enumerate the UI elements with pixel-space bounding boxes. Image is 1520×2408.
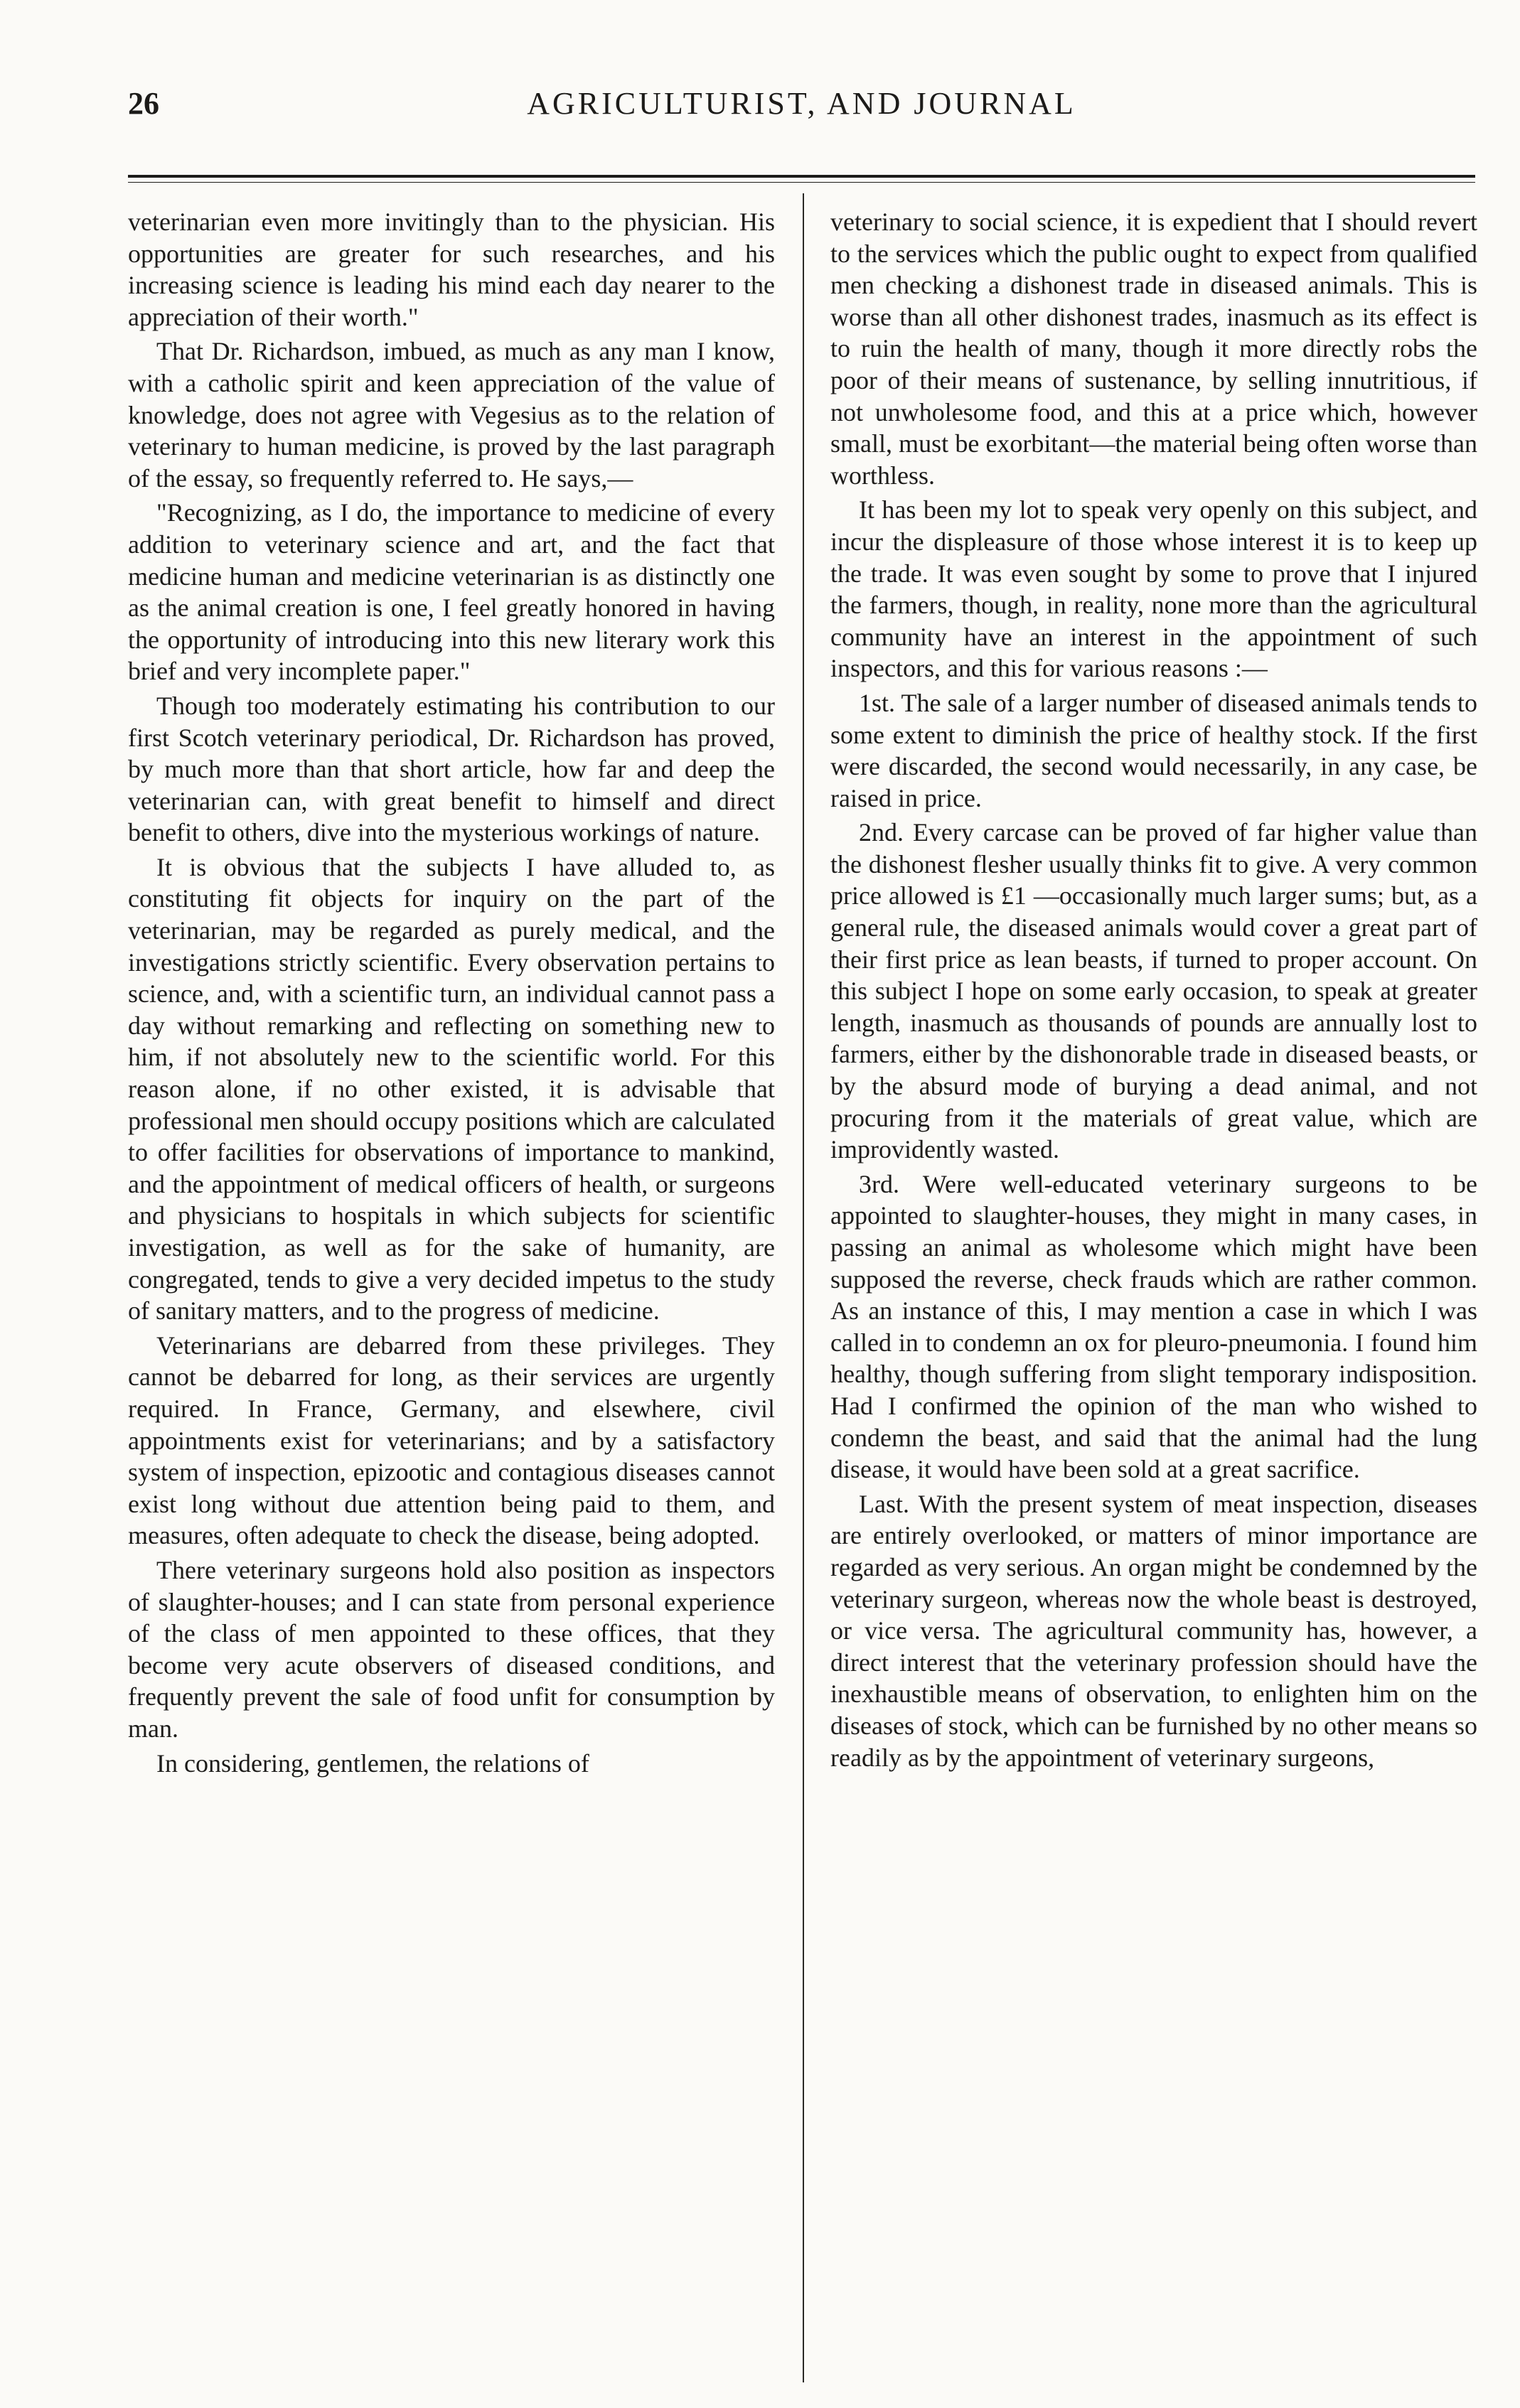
- header-rule-thick: [128, 175, 1475, 178]
- paragraph: veterinary to social science, it is expedient that I should revert to the services which the public ought to expect from qualified men checking a dishonest trade in diseased animals. This is worse than all other dishonest trades, inasmuch as its effect is to ruin the health of many, though it more directly robs the poor of their means of sustenance, by selling innutritious, if not unwholesome food, and this at a price which, however small, must be exorbitant—the material being often worse than worthless.: [830, 208, 1477, 490]
- page-number: 26: [128, 86, 159, 121]
- paragraph: There veterinary surgeons hold also position as inspectors of slaughter-houses; and I can state from personal experience of the class of men appointed to these offices, that they become very acute observers of diseased conditions, and frequently prevent the sale of food unfit for consumption by man.: [128, 1555, 775, 1743]
- running-title: AGRICULTURIST, AND JOURNAL: [527, 86, 1076, 121]
- paragraph: It is obvious that the subjects I have alluded to, as constituting fit objects for inquiry on the part of the veterinarian, may be regarded as purely medical, and the investigations strictly scientific. Every observation pertains to science, and, with a scientific turn, an individual cannot pass a day without remarking and reflecting on something new to him, if not absolutely new to the scientific world. For this reason alone, if no other existed, it is advisable that professional men should occupy positions which are calculated to offer facilities for observations of importance to mankind, and the appointment of medical officers of health, or surgeons and physicians to hospitals in which subjects for scientific investigation, as well as for the sake of humanity, are congregated, tends to give a very decided impetus to the study of sanitary matters, and to the progress of medicine.: [128, 852, 775, 1326]
- column-divider: [803, 193, 804, 2382]
- right-column: [830, 206, 1477, 2381]
- left-column: [128, 206, 775, 2381]
- quotation-paragraph: "Recognizing, as I do, the importance to medicine of every addition to veterinary science and art, and the fact that medicine human and medicine veterinarian is as distinctly one as the animal creation is one, I feel greatly honored in having the opportunity of introducing into this new literary work this brief and very incomplete paper.": [128, 498, 775, 686]
- list-item-paragraph: Last. With the present system of meat inspection, diseases are entirely overlooked, or matters of minor importance are regarded as very serious. An organ might be condemned by the veterinary surgeon, whereas now the whole beast is destroyed, or vice versa. The agricultural community has, however, a direct interest that the veterinary profession should have the inexhaustible means of observation, to enlighten him on the diseases of stock, which can be furnished by no other means so readily as by the appointment of veterinary surgeons,: [830, 1489, 1477, 1772]
- list-item-paragraph: 3rd. Were well-educated veterinary surgeons to be appointed to slaughter-houses, they might in many cases, in passing an animal as wholesome which might have been supposed the reverse, check frauds which are rather common. As an instance of this, I may mention a case in which I was called in to condemn an ox for pleuro-pneumonia. I found him healthy, though suffering from slight temporary indisposition. Had I confirmed the opinion of the man who wished to condemn the beast, and said that the animal had the lung disease, it would have been sold at a great sacrifice.: [830, 1169, 1477, 1484]
- paragraph: In considering, gentlemen, the relations of: [156, 1748, 589, 1778]
- list-item-paragraph: 1st. The sale of a larger number of diseased animals tends to some extent to diminish the price of healthy stock. If the first were discarded, the second would necessarily, in any case, be raised in price.: [830, 688, 1477, 812]
- paragraph: veterinarian even more invitingly than to the physician. His opportunities are greater for such researches, and his increasing science is leading his mind each day nearer to the appreciation of their worth.": [128, 208, 775, 331]
- paragraph: It has been my lot to speak very openly on this subject, and incur the displeasure of those whose interest it is to keep up the trade. It was even sought by some to prove that I injured the farmers, though, in reality, none more than the agricultural community have an interest in the appointment of such inspectors, and this for various reasons :—: [830, 495, 1477, 683]
- list-item-paragraph: 2nd. Every carcase can be proved of far higher value than the dishonest flesher usually thinks fit to give. A very common price allowed is £1 —occasionally much larger sums; but, as a general rule, the diseased animals would cover a great part of their first price as lean beasts, if turned to proper account. On this subject I hope on some early occasion, to speak at greater length, inasmuch as thousands of pounds are annually lost to farmers, either by the dishonorable trade in diseased beasts, or by the absurd mode of burying a dead animal, and not procuring from it the materials of great value, which are improvidently wasted.: [830, 818, 1477, 1164]
- header-rule-thin: [128, 182, 1475, 183]
- paragraph: Though too moderately estimating his contribution to our first Scotch veterinary periodical, Dr. Richardson has proved, by much more than that short article, how far and deep the veterinarian can, with great benefit to himself and direct benefit to others, dive into the mysterious workings of nature.: [128, 691, 775, 847]
- paragraph: Veterinarians are debarred from these privileges. They cannot be debarred for long, as their services are urgently required. In France, Germany, and elsewhere, civil appointments exist for veterinarians; and by a satisfactory system of inspection, epizootic and contagious diseases cannot exist long without due attention being paid to them, and measures, often adequate to check the disease, being adopted.: [128, 1331, 775, 1550]
- paragraph: That Dr. Richardson, imbued, as much as any man I know, with a catholic spirit and keen appreciation of the value of knowledge, does not agree with Vegesius as to the relation of veterinary to human medicine, is proved by the last paragraph of the essay, so frequently referred to. He says,—: [128, 337, 775, 493]
- page-header: [128, 85, 1475, 142]
